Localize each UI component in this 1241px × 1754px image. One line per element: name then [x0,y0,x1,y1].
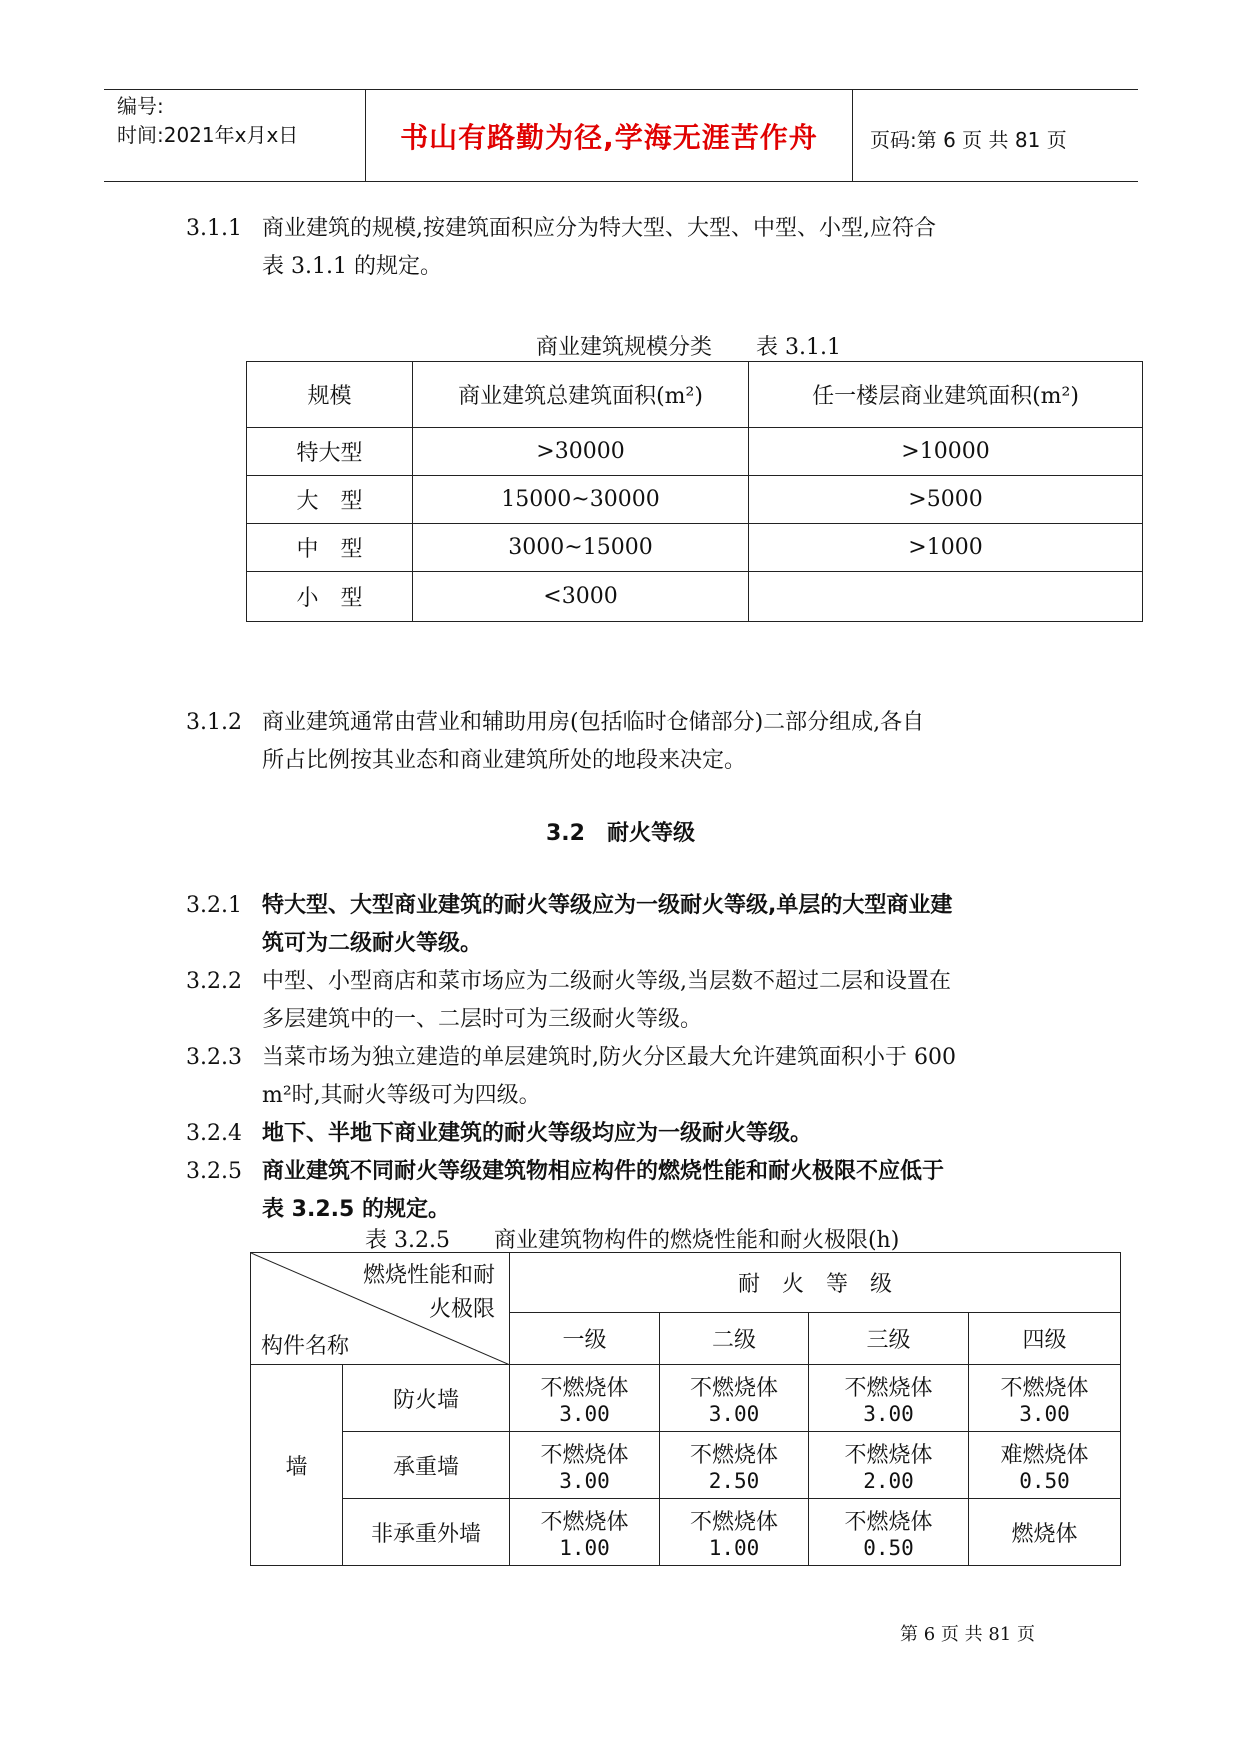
table1-cell [749,572,1143,622]
cell-material: 不燃烧体 [540,1375,629,1401]
table1-cell: 3000~15000 [413,524,749,572]
diag-top-label [363,1259,495,1327]
clause-3-2-3-line2: m²时,其耐火等级可为四级。 [262,1083,541,1108]
table1-cell: 大 型 [247,476,413,524]
clause-3-1-2-line2: 所占比例按其业态和商业建筑所处的地段来决定。 [262,748,747,773]
table2-grade-3: 三级 [809,1313,969,1365]
header-top-rule [104,89,1138,90]
cell-hours: 3.00 [559,1468,610,1493]
table1-cell: >5000 [749,476,1143,524]
table2-cell [969,1365,1121,1432]
header-page-number: 页码:第 6 页 共 81 页 [870,128,1067,152]
diag-bottom-label: 构件名称 [261,1334,350,1359]
table1-header-floor-area: 任一楼层商业建筑面积(m²) [749,362,1143,428]
doc-code-label: 编号: [117,94,164,118]
cell-hours: 3.00 [1019,1401,1070,1426]
doc-time-label: 时间:2021年x月x日 [117,123,299,147]
clause-3-2-4-line1: 地下、半地下商业建筑的耐火等级均应为一级耐火等级。 [262,1121,813,1146]
cell-material: 难燃烧体 [1000,1442,1089,1468]
table1-header-scale: 规模 [247,362,413,428]
clause-3-2-5-line2: 表 3.2.5 的规定。 [262,1197,450,1222]
table2-cell [510,1432,660,1499]
table2-cell [510,1499,660,1566]
cell-hours: 0.50 [1019,1468,1070,1493]
cell-material: 不燃烧体 [844,1509,933,1535]
clause-number-3-2-5: 3.2.5 [186,1159,242,1184]
table1-cell: >1000 [749,524,1143,572]
table2-row-name: 防火墙 [343,1365,510,1432]
cell-material: 不燃烧体 [689,1509,778,1535]
clause-3-1-1-line2: 表 3.1.1 的规定。 [262,254,442,279]
clause-3-2-4 [262,1115,1082,1153]
table1-cell: 特大型 [247,428,413,476]
diag-top-line1: 燃烧性能和耐 [362,1263,495,1288]
clause-3-2-5 [262,1153,1092,1229]
cell-hours: 3.00 [863,1401,914,1426]
table1-cell: >30000 [413,428,749,476]
clause-3-2-2-line2: 多层建筑中的一、二层时可为三级耐火等级。 [262,1007,703,1032]
header-meta [117,92,298,150]
cell-material: 不燃烧体 [689,1375,778,1401]
table2-grade-header: 耐 火 等 级 [510,1253,1121,1313]
table-3-1-1-caption: 商业建筑规模分类 表 3.1.1 [536,335,841,360]
diag-top-line2: 火极限 [428,1297,495,1322]
header-divider-right [852,89,853,181]
cell-material: 不燃烧体 [1000,1375,1089,1401]
clause-3-2-1-line1: 特大型、大型商业建筑的耐火等级应为一级耐火等级,单层的大型商业建 [262,893,953,918]
cell-hours: 2.00 [863,1468,914,1493]
table2-cell [809,1432,969,1499]
table2-cell [660,1499,809,1566]
clause-3-1-2-line1: 商业建筑通常由营业和辅助用房(包括临时仓储部分)二部分组成,各自 [262,710,925,735]
clause-number-3-2-4: 3.2.4 [186,1121,242,1146]
clause-number-3-2-3: 3.2.3 [186,1045,242,1070]
table2-cell [809,1365,969,1432]
cell-material: 不燃烧体 [689,1442,778,1468]
cell-hours: 1.00 [708,1535,760,1560]
table2-cell [969,1432,1121,1499]
table2-cell [809,1499,969,1566]
cell-hours: 0.50 [863,1535,914,1560]
clause-3-2-5-line1: 商业建筑不同耐火等级建筑物相应构件的燃烧性能和耐火极限不应低于 [262,1159,945,1184]
table1-cell: 中 型 [247,524,413,572]
clause-3-2-3 [262,1039,1092,1115]
clause-3-2-2-line1: 中型、小型商店和菜市场应为二级耐火等级,当层数不超过二层和设置在 [262,969,951,994]
cell-hours: 3.00 [559,1401,610,1426]
table2-grade-4: 四级 [969,1313,1121,1365]
table1-cell: 15000~30000 [413,476,749,524]
clause-number-3-1-2: 3.1.2 [186,710,242,735]
cell-material: 不燃烧体 [540,1509,629,1535]
table2-cell [510,1365,660,1432]
table2-row-name: 承重墙 [343,1432,510,1499]
clause-3-2-3-line1: 当菜市场为独立建造的单层建筑时,防火分区最大允许建筑面积小于 600 [262,1045,956,1070]
table-3-1-1 [246,361,1143,622]
header-divider-left [365,89,366,181]
clause-3-1-1 [262,210,1062,286]
clause-number-3-1-1: 3.1.1 [186,216,242,241]
cell-material: 不燃烧体 [540,1442,629,1468]
table1-header-total-area: 商业建筑总建筑面积(m²) [413,362,749,428]
clause-3-2-1-line2: 筑可为二级耐火等级。 [262,931,483,956]
clause-3-2-1 [262,887,1082,963]
header-bottom-rule [104,181,1138,182]
table2-cell [969,1499,1121,1566]
table2-cell [660,1365,809,1432]
clause-3-1-2 [262,704,1062,780]
table1-cell: <3000 [413,572,749,622]
cell-material: 燃烧体 [1011,1521,1078,1547]
table-3-2-5-caption: 表 3.2.5 商业建筑物构件的燃烧性能和耐火极限(h) [365,1228,900,1253]
table2-grade-2: 二级 [660,1313,809,1365]
section-title: 3.2 耐火等级 [546,821,695,846]
cell-hours: 1.00 [559,1535,610,1560]
clause-3-1-1-line1: 商业建筑的规模,按建筑面积应分为特大型、大型、中型、小型,应符合 [262,216,936,241]
clause-number-3-2-2: 3.2.2 [186,969,242,994]
clause-3-2-2 [262,963,1082,1039]
header-motto: 书山有路勤为径,学海无涯苦作舟 [400,121,818,154]
cell-hours: 3.00 [708,1401,760,1426]
table-3-2-5 [250,1252,1121,1566]
clause-number-3-2-1: 3.2.1 [186,893,242,918]
cell-hours: 2.50 [708,1468,760,1493]
cell-material: 不燃烧体 [844,1442,933,1468]
table1-cell: 小 型 [247,572,413,622]
table2-diagonal-header [251,1253,510,1365]
cell-material: 不燃烧体 [844,1375,933,1401]
table2-cell [660,1432,809,1499]
footer-page-number: 第 6 页 共 81 页 [900,1624,1035,1645]
table2-group-wall: 墙 [251,1365,343,1566]
table1-cell: >10000 [749,428,1143,476]
table2-row-name: 非承重外墙 [343,1499,510,1566]
table2-grade-1: 一级 [510,1313,660,1365]
